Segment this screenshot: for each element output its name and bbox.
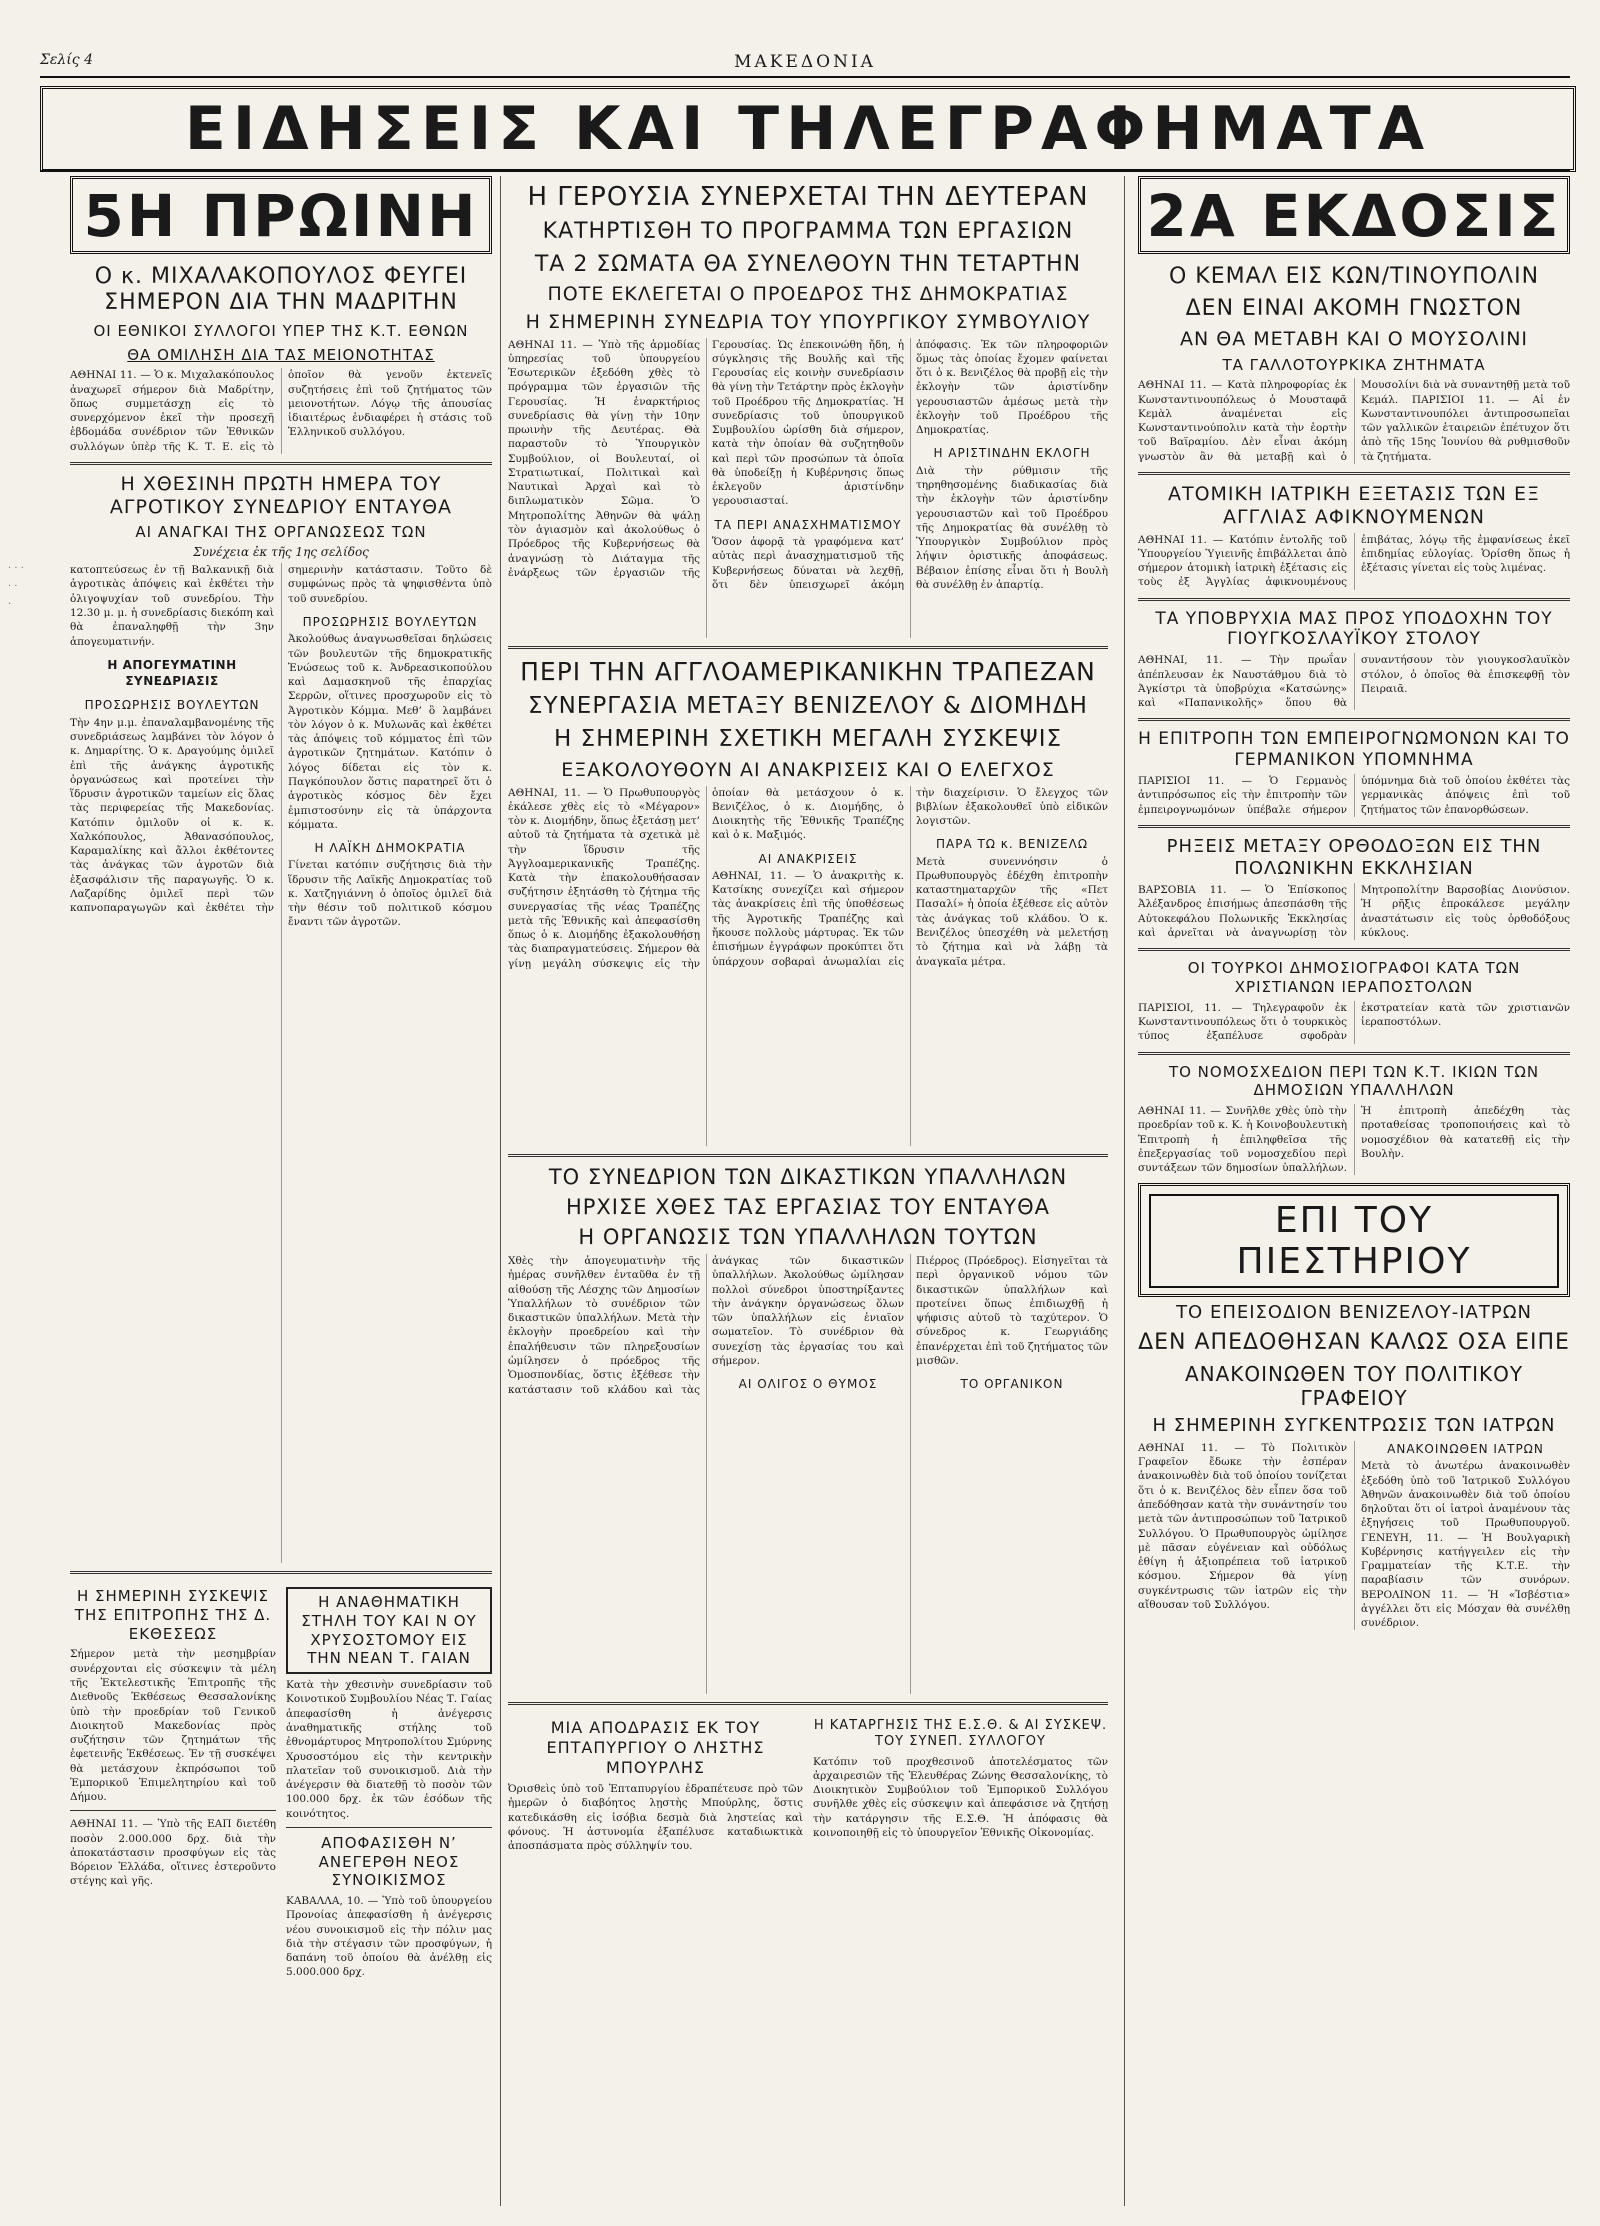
top-rule (40, 76, 1570, 78)
article-headline: Η ΑΝΑΘΗΜΑΤΙΚΗ ΣΤΗΛΗ ΤΟΥ ΚΑΙ Ν ΟΥ ΧΡΥΣΟΣΤΟΜΟΥ ΕΙΣ ΤΗΝ ΝΕΑΝ Τ. ΓΑΙΑΝ (286, 1587, 492, 1674)
divider (1138, 948, 1570, 951)
article-subheadline: Η ΣΗΜΕΡΙΝΗ ΣΧΕΤΙΚΗ ΜΕΓΑΛΗ ΣΥΣΚΕΨΙΣ (553, 726, 1063, 753)
paragraph: Μετὰ τὸ ἀνωτέρω ἀνακοινωθὲν ἐξεδόθη ὑπὸ τοῦ Ἰατρικοῦ Συλλόγου Ἀθηνῶν ἀνακοινωθὲν διὰ τοῦ ὁποίου δηλοῦται ὅτι οἱ ἰατροὶ ἀναμένουν τὰς ἐξηγήσεις τοῦ Πρωθυπουργοῦ. ΓΕΝΕΥΗ, 11. — Ἡ Βουλγαρικὴ Κυβέρνησις κατήγγειλεν εἰς τὴν Γραμματείαν τῆς Κ.Τ.Ε. τὴν παραβίασιν τῶν συνόρων. ΒΕΡΟΛΙΝΟΝ 11. — Ἡ «Ἰσβέστια» ἀγγέλλει ὅτι εἰς Μόσχαν θὰ συνέλθῃ συνέδριον. (1361, 1460, 1570, 1630)
article-headline: Η ΓΕΡΟΥΣΙΑ ΣΥΝΕΡΧΕΤΑΙ ΤΗΝ ΔΕΥΤΕΡΑΝ (527, 182, 1089, 212)
article-subheadline: Η ΣΗΜΕΡΙΝΗ ΣΥΝΕΔΡΙΑ ΤΟΥ ΥΠΟΥΡΓΙΚΟΥ ΣΥΜΒΟΥΛΙΟΥ (525, 310, 1091, 333)
morning-edition-title: 5Η ΠΡΩΙΝΗ (70, 176, 492, 254)
article-subheadline: ΠΟΤΕ ΕΚΛΕΓΕΤΑΙ Ο ΠΡΟΕΔΡΟΣ ΤΗΣ ΔΗΜΟΚΡΑΤΙΑΣ (547, 282, 1069, 305)
article-headline: ΑΠΟΦΑΣΙΣΘΗ Ν’ ΑΝΕΓΕΡΘΗ ΝΕΟΣ ΣΥΝΟΙΚΙΣΜΟΣ (318, 1833, 460, 1890)
article-body: Κατὰ τὴν χθεσινὴν συνεδρίασιν τοῦ Κοινοτικοῦ Συμβουλίου Νέας Τ. Γαίας ἀπεφασίσθη ἡ ἀνέγερσις ἀναθηματικῆς στήλης τοῦ ἐθνομάρτυρος Μητροπολίτου Σμύρνης Χρυσοστόμου εἰς τὴν κεντρικὴν πλατεῖαν τοῦ συνοικισμοῦ. Διὰ τὴν ἀνέγερσιν θὰ διατεθῇ τὸ ποσὸν τῶν 100.000 δρχ. ἐκ τῶν ἐσόδων τῆς κοινότητος. (286, 1679, 492, 1820)
lower-two-columns (70, 1582, 492, 1984)
divider (508, 1702, 1108, 1705)
press-section-title: ΕΠΙ ΤΟΥ ΠΙΕΣΤΗΡΙΟΥ (1149, 1194, 1559, 1288)
column-rule-1 (500, 176, 501, 2206)
article-headline: Η ΕΠΙΤΡΟΠΗ ΤΩΝ ΕΜΠΕΙΡΟΓΝΩΜΟΝΩΝ ΚΑΙ ΤΟ ΓΕΡΜΑΝΙΚΟΝ ΥΠΟΜΝΗΜΑ (1138, 729, 1570, 770)
subheading: ΤΟ ΟΡΓΑΝΙΚΟΝ (960, 1377, 1064, 1392)
article-headline: ΡΗΞΕΙΣ ΜΕΤΑΞΥ ΟΡΘΟΔΟΞΩΝ ΕΙΣ ΤΗΝ ΠΟΛΩΝΙΚΗΝ ΕΚΚΛΗΣΙΑΝ (1166, 836, 1542, 879)
article-subheadline: ΤΑ 2 ΣΩΜΑΤΑ ΘΑ ΣΥΝΕΛΘΟΥΝ ΤΗΝ ΤΕΤΑΡΤΗΝ (534, 251, 1082, 277)
article-body: Ὀρισθεὶς ὑπὸ τοῦ Ἐπταπυργίου ἐδραπέτευσε πρὸ τῶν ἡμερῶν ὁ διαβόητος λῃστὴς Μπούρλης, ὅστις κατεδικάσθη εἰς ἰσόβια δεσμὰ διὰ ληστείας καὶ φόνους. Ἡ ἀστυνομία ἐξαπέλυσε καταδιωκτικὰ ἀποσπάσματα πρὸς σύλληψίν του. (508, 1783, 803, 1853)
article-body (508, 786, 1108, 1146)
article-body: ΠΑΡΙΣΙΟΙ 11. — Ὁ Γερμανὸς ἀντιπρόσωπος εἰς τὴν ἐπιτροπὴν τῶν ἐμπειρογνωμόνων ὑπέβαλε σήμερον ὑπόμνημα διὰ τοῦ ὁποίου ἐκθέτει τὰς γερμανικὰς ἀπόψεις ἐπὶ τοῦ ζητήματος τῶν ἐπανορθώσεων. (1138, 775, 1570, 816)
second-edition-title: 2Α ΕΚΔΟΣΙΣ (1138, 176, 1570, 254)
divider (70, 1810, 276, 1811)
lower-right-article (813, 1713, 1108, 1857)
article-headline: ΟΙ ΤΟΥΡΚΟΙ ΔΗΜΟΣΙΟΓΡΑΦΟΙ ΚΑΤΑ ΤΩΝ ΧΡΙΣΤΙΑΝΩΝ ΙΕΡΑΠΟΣΤΟΛΩΝ (1187, 959, 1521, 996)
divider (70, 462, 492, 465)
subheading: Η ΑΡΙΣΤΙΝΔΗΝ ΕΚΛΟΓΗ (933, 446, 1091, 461)
article-headline: ΑΤΟΜΙΚΗ ΙΑΤΡΙΚΗ ΕΞΕΤΑΣΙΣ ΤΩΝ ΕΞ ΑΓΓΛΙΑΣ ΑΦΙΚΝΟΥΜΕΝΩΝ (1167, 482, 1541, 528)
article-headline: ΜΙΑ ΑΠΟΔΡΑΣΙΣ ΕΚ ΤΟΥ ΕΠΤΑΠΥΡΓΙΟΥ Ο ΛΗΣΤΗΣ ΜΠΟΥΡΛΗΣ (546, 1718, 765, 1778)
paragraph: Ὅσον ἀφορᾷ τὰ γραφόμενα κατ’ αὐτὰς περὶ ἀνασχηματισμοῦ τῆς Κυβερνήσεως δύναται νὰ λεχθῇ, ὅτι δὲν ὑπεισχωρεῖ ἀκόμη ἀπόφασις. Ἐκ τῶν πληροφοριῶν ὅμως τὰς ὁποίας ἔχομεν φαίνεται ὅτι ὁ κ. Βενιζέλος θὰ προβῇ εἰς τὴν ἐκλογὴν τῶν ἀριστίνδην γερουσιαστῶν ἀμέσως μετὰ τὴν ἐκλογὴν τοῦ Προέδρου τῆς Δημοκρατίας. (712, 338, 1108, 591)
article-subheadline: Η ΣΗΜΕΡΙΝΗ ΣΥΓΚΕΝΤΡΩΣΙΣ ΤΩΝ ΙΑΤΡΩΝ (1152, 1415, 1556, 1437)
article-subheadline: ΤΑ ΓΑΛΛΟΤΟΥΡΚΙΚΑ ΖΗΤΗΜΑΤΑ (1222, 355, 1486, 374)
paragraph: ΑΘΗΝΑΙ 11. — Ὑπὸ τῆς ἁρμοδίας ὑπηρεσίας τοῦ ὑπουργείου Ἐσωτερικῶν ἐξεδόθη χθὲς τὸ πρόγραμμα τῶν ἐργασιῶν τῆς Γερουσίας. Ἡ ἐναρκτήριος συνεδρίασις θὰ γίνῃ τὴν 10ην πρωινὴν τῆς Δευτέρας. Θὰ παραστοῦν τὸ Ὑπουργικὸν Συμβούλιον, οἱ Βουλευταί, οἱ Στρατιωτικαί, Πολιτικαὶ καὶ Ναυτικαὶ Ἀρχαὶ καὶ τὸ διπλωματικὸν Σῶμα. Ὁ Μητροπολίτης Ἀθηνῶν θὰ ψάλῃ τὸν ἁγιασμὸν καὶ ἀκολούθως ὁ Πρόεδρος τῆς Κυβερνήσεως θὰ ἀναγνώσῃ τὸ Διάταγμα τῆς ἐνάρξεως τῶν ἐργασιῶν τῆς Γερουσίας. Ὡς ἐπεκοινώθη ἤδη, ἡ σύγκλησις τῆς Βουλῆς καὶ τῆς Γερουσίας εἰς κοινὴν συνεδρίασιν θὰ γίνῃ τὴν Τετάρτην πρὸς ἐκλογὴν τοῦ Προέδρου τῆς Δημοκρατίας. Ἡ συνεδρίασις τοῦ ὑπουργικοῦ Συμβουλίου ὡρίσθη διὰ σήμερον, κατὰ τὴν ὁποίαν θὰ συζητηθοῦν καὶ περὶ τῶν προσώπων τὰ ὁποῖα θὰ ὑποδείξῃ ἡ Κυβέρνησις ὅπως ἐκλεγοῦν ἀριστίνδην γερουσιασταί. (508, 338, 904, 579)
lower-right-article (286, 1582, 492, 1984)
article-body (508, 1254, 1108, 1694)
subheading: ΠΡΟΣΩΡΗΣΙΣ ΒΟΥΛΕΥΤΩΝ (84, 698, 260, 713)
article-body: Κατόπιν τοῦ προχθεσινοῦ ἀποτελέσματος τῶν ἀρχαιρεσιῶν τῆς Ἐλευθέρας Ζώνης Θεσσαλονίκης, τὸ Διοικητικὸν Συμβούλιον τοῦ Ἐμπορικοῦ Συλλόγου συνῆλθε χθὲς εἰς σύσκεψιν καὶ ἀπεφάσισε νὰ ζητήσῃ τὴν κατάργησιν τῆς Ε.Σ.Θ. Ἡ ἀπόφασις θὰ κοινοποιηθῇ εἰς τὸ ὑπουργεῖον Ἐθνικῆς Οἰκονομίας. (813, 1755, 1108, 1839)
lower-left-article (70, 1582, 276, 1984)
article-body: ΑΘΗΝΑΙ 11. — Ὑπὸ τῆς ΕΑΠ διετέθη ποσὸν 2.000.000 δρχ. διὰ τὴν ἀποκατάστασιν προσφύγων εἰς τὰς Βόρειον Ἑλλάδα, οἵτινες ἐστεροῦντο στέγης καὶ γῆς. (70, 1818, 276, 1888)
article-body: ΑΘΗΝΑΙ, 11. — Τὴν πρωΐαν ἀπέπλευσαν ἐκ Ναυστάθμου διὰ τὸ Ἀγκίστρι τὰ ὑποβρύχια «Κατσώνης» καὶ «Παπανικολῆς» ὅπου θὰ συναντήσουν τὸν γιουγκοσλαυϊκὸν στόλον, ὁ ὁποῖος θὰ ἐπισκεφθῇ τὸν Πειραιᾶ. (1138, 654, 1570, 710)
article-headline: ΤΟ ΝΟΜΟΣΧΕΔΙΟΝ ΠΕΡΙ ΤΩΝ Κ.Τ. ΙΚΙΩΝ ΤΩΝ ΔΗΜΟΣΙΩΝ ΥΠΑΛΛΗΛΩΝ (1168, 1062, 1540, 1100)
article-subheadline: ΘΑ ΟΜΙΛΗΣΗ ΔΙΑ ΤΑΣ ΜΕΙΟΝΟΤΗΤΑΣ (127, 345, 435, 364)
divider (1138, 472, 1570, 475)
article-body: ΠΑΡΙΣΙΟΙ, 11. — Τηλεγραφοῦν ἐκ Κωνσταντινουπόλεως ὅτι ὁ τουρκικὸς τύπος ἐξαπέλυσε σφοδρὰν ἐκστρατείαν κατὰ τῶν χριστιανῶν ἱεραποστόλων. (1138, 1001, 1570, 1043)
divider (508, 646, 1108, 649)
article-subheadline: ΚΑΤΗΡΤΙΣΘΗ ΤΟ ΠΡΟΓΡΑΜΜΑ ΤΩΝ ΕΡΓΑΣΙΩΝ (542, 219, 1074, 245)
article-subheadline: ΑΝΑΚΟΙΝΩΘΕΝ ΤΟΥ ΠΟΛΙΤΙΚΟΥ ΓΡΑΦΕΙΟΥ (1184, 1362, 1524, 1411)
paragraph: Τὴν 4ην μ.μ. ἐπαναλαμβανομένης τῆς συνεδριάσεως λαμβάνει τὸν λόγον ὁ κ. Δημαρίτης. Ὁ κ. Δραγούμης ὁμιλεῖ ἐπὶ τῆς ἀνάγκης ἀγροτικῆς ὀργανώσεως καὶ προτείνει τὴν ἵδρυσιν ἀγροτικῶν ταμείων εἰς ὅλας τὰς περιφερείας τῆς Μακεδονίας. Κατόπιν ὁμιλοῦν οἱ κ. κ. Χαλκόπουλος, Ἀθανασόπουλος, Καραμαλίκης καὶ ἄλλοι ἐκθέτοντες τὰς ἀνάγκας τῶν ἀγροτῶν διὰ ἐξασφάλισιν τῆς παραγωγῆς. Ὁ κ. Λαζαρίδης ὁμιλεῖ περὶ τῶν καπνοπαραγωγῶν καὶ ἐκθέτει τὴν σημερινὴν κατάστασιν. Τοῦτο δὲ συμφώνως πρὸς τὰ ψηφισθέντα ὑπὸ τοῦ συνεδρίου. (70, 564, 492, 915)
article-subheadline: ΣΥΝΕΡΓΑΣΙΑ ΜΕΤΑΞΥ ΒΕΝΙΖΕΛΟΥ & ΔΙΟΜΗΔΗ (528, 692, 1088, 719)
paragraph: κατοπτεύσεως ἐν τῇ Βαλκανικῇ διὰ ἀγροτικὰς ἀπόψεις καὶ ἐκθέτει τὴν ὀλιγοψυχίαν τοῦ συνεδρίου. Τὴν 12.30 μ. μ. ἡ συνεδρίασις διεκόπη καὶ θὰ ἐπαναληφθῇ τὴν 3ην ἀπογευματινήν. (70, 564, 274, 648)
subheading: ΠΡΟΣΩΡΗΣΙΣ ΒΟΥΛΕΥΤΩΝ (302, 615, 478, 630)
paragraph: Γίνεται κατόπιν συζήτησις διὰ τὴν ἵδρυσιν τῆς Λαϊκῆς Δημοκρατίας τοῦ κ. Χατζηγιάννη ὁ ὁποῖος ὁμιλεῖ διὰ τὴν θέσιν τοῦ πολιτικοῦ κόσμου ἔναντι τῶν ἀγροτῶν. (288, 859, 492, 929)
divider (1138, 1052, 1570, 1055)
press-section-box (1138, 1183, 1570, 1297)
subheading: ΤΑ ΠΕΡΙ ΑΝΑΣΧΗΜΑΤΙΣΜΟΥ (714, 517, 902, 532)
article-headline: Η ΚΑΤΑΡΓΗΣΙΣ ΤΗΣ Ε.Σ.Θ. & ΑΙ ΣΥΣΚΕΨ. ΤΟΥ ΣΥΝΕΠ. ΣΥΛΛΟΓΟΥ (813, 1718, 1108, 1750)
article-body: Σήμερον μετὰ τὴν μεσημβρίαν συνέρχονται εἰς σύσκεψιν τὰ μέλη τῆς Ἐκτελεστικῆς Ἐπιτροπῆς τῆς Διεθνοῦς Ἐκθέσεως Θεσσαλονίκης ὑπὸ τὴν προεδρίαν τοῦ Γενικοῦ Διοικητοῦ Μακεδονίας πρὸς συζήτησιν τῶν ζητημάτων τῆς ἐφετεινῆς Ἐκθέσεως. Ἐν τῇ συσκέψει θὰ μετάσχουν ἐκπρόσωποι τοῦ Ἐμπορικοῦ Ἐπιμελητηρίου καὶ τοῦ Δήμου. (70, 1648, 276, 1804)
paragraph: ΑΘΗΝΑΙ 11. — Τὸ Πολιτικὸν Γραφεῖον ἔδωκε τὴν ἑσπέραν ἀνακοινωθὲν διὰ τοῦ ὁποίου τονίζεται ὅτι ὁ κ. Βενιζέλος δὲν εἶπεν ὅσα τοῦ ἀπεδόθησαν κατὰ τὴν συνάντησίν του μετὰ τῶν ἀντιπροσώπων τοῦ Ἰατρικοῦ Συλλόγου. Ὁ Πρωθυπουργὸς ὡμίλησε μὲ πᾶσαν εὐγένειαν καὶ οὐδόλως ἐθίγη ἡ ἀξιοπρέπεια τοῦ ἰατρικοῦ κόσμου. Σήμερον θὰ γίνῃ συγκέντρωσις τῶν ἰατρῶν εἰς τὴν αἴθουσαν τοῦ Συλλόγου. (1138, 1441, 1347, 1611)
paragraph: Μετὰ συνεννόησιν ὁ Πρωθυπουργὸς ἐδέχθη ἐπιτροπὴν καταστηματαρχῶν τῆς «Πετ Πασαλί» ἡ ὁποία ἐξέθεσε εἰς αὐτὸν τὰς ἀνάγκας τοῦ κλάδου. Ὁ κ. Βενιζέλος ὑπεσχέθη νὰ μελετήσῃ τὸ ζήτημα καὶ νὰ λάβῃ τὰ ἀναγκαῖα μέτρα. (916, 855, 1108, 968)
subheading: Η ΛΑΪΚΗ ΔΗΜΟΚΡΑΤΙΑ (314, 841, 466, 856)
paragraph: ΑΘΗΝΑΙ, 11. — Ὁ ἀνακριτὴς κ. Κατσίκης συνεχίζει καὶ σήμερον τὰς ἀνακρίσεις ἐπὶ τῆς ὑποθέσεως τῆς Ἀγροτικῆς Τραπέζης καὶ ἤκουσε πολλοὺς μάρτυρας. Ἐκ τῶν ἐπισήμων ἐγγράφων προκύπτει ὅτι ὑπάρχουν σοβαραὶ ἀνωμαλίαι εἰς τὴν διαχείρισιν. Ὁ ἔλεγχος τῶν βιβλίων ἐξακολουθεῖ ὑπὸ εἰδικῶν λογιστῶν. (712, 786, 1108, 968)
article-body: ΚΑΒΑΛΛΑ, 10. — Ὑπὸ τοῦ ὑπουργείου Προνοίας ἀπεφασίσθη ἡ ἀνέγερσις νέου συνοικισμοῦ εἰς τὴν πόλιν μας διὰ τὴν στέγασιν τῶν προσφύγων, ἡ δαπάνη τοῦ ὁποίου θὰ ἀνέλθῃ εἰς 5.000.000 δρχ. (286, 1895, 492, 1979)
article-headline: ΤΟ ΕΠΕΙΣΟΔΙΟΝ ΒΕΝΙΖΕΛΟΥ-ΙΑΤΡΩΝ (1176, 1302, 1532, 1324)
article-headline: ΤΑ ΥΠΟΒΡΥΧΙΑ ΜΑΣ ΠΡΟΣ ΥΠΟΔΟΧΗΝ ΤΟΥ ΓΙΟΥΓΚΟΣΛΑΥΪΚΟΥ ΣΤΟΛΟΥ (1155, 608, 1553, 649)
divider (1138, 718, 1570, 721)
article-body (70, 563, 492, 1563)
article-body (1138, 1441, 1570, 1631)
column-rule-2 (1124, 176, 1125, 2206)
page-number: Σελίς 4 (40, 52, 93, 68)
margin-marks: · · · · · · (8, 563, 24, 610)
article-body: ΑΘΗΝΑΙ 11. — Συνῆλθε χθὲς ὑπὸ τὴν προεδρίαν τοῦ κ. Κ. ἡ Κοινοβουλευτικὴ Ἐπιτροπὴ ἡ ἐπιληφθεῖσα τῆς ἐπεξεργασίας τοῦ νομοσχεδίου περὶ συντάξεων τῶν δημοσίων ὑπαλλήλων. Ἡ ἐπιτροπὴ ἀπεδέχθη τὰς προταθείσας τροποποιήσεις καὶ τὸ νομοσχέδιον θὰ κατατεθῇ εἰς τὴν Βουλὴν. (1138, 1105, 1570, 1175)
subheading: ΠΑΡΑ ΤΩ κ. ΒΕΝΙΖΕΛΩ (935, 837, 1089, 852)
article-headline: Ο ΚΕΜΑΛ ΕΙΣ ΚΩΝ/ΤΙΝΟΥΠΟΛΙΝ (1168, 264, 1540, 289)
divider (1138, 825, 1570, 828)
lower-two-columns (508, 1713, 1108, 1857)
divider (70, 1571, 492, 1574)
article-subheadline: ΕΞΑΚΟΛΟΥΘΟΥΝ ΑΙ ΑΝΑΚΡΙΣΕΙΣ ΚΑΙ Ο ΕΛΕΓΧΟΣ (561, 758, 1055, 781)
banner-bottom-rule (40, 170, 1570, 172)
paragraph: Διὰ τὴν ρύθμισιν τῆς τηρηθησομένης διαδικασίας διὰ τὴν ἐκλογὴν τῶν ἀριστίνδην γερουσιαστῶν καὶ τοῦ Προέδρου τῆς Δημοκρατίας θὰ συνέλθῃ τὸ Ὑπουργικὸν Συμβούλιον πρὸς λήψιν ὁριστικῆς ἀποφάσεως. Βέβαιον ἐπίσης εἶναι ὅτι ἡ Βουλὴ θὰ συνέλθῃ ἐν ἀπαρτίᾳ. (916, 464, 1108, 591)
article-body (508, 338, 1108, 638)
subheading: Η ΑΠΟΓΕΥΜΑΤΙΝΗ ΣΥΝΕΔΡΙΑΣΙΣ (107, 657, 237, 689)
article-subheadline: ΔΕΝ ΕΙΝΑΙ ΑΚΟΜΗ ΓΝΩΣΤΟΝ (1185, 296, 1523, 322)
article-headline: Η ΧΘΕΣΙΝΗ ΠΡΩΤΗ ΗΜΕΡΑ ΤΟΥ ΑΓΡΟΤΙΚΟΥ ΣΥΝΕΔΡΙΟΥ ΕΝΤΑΥΘΑ (109, 472, 453, 518)
paragraph: Ἀκολούθως ἀναγνωσθεῖσαι δηλώσεις τῶν βουλευτῶν τῆς δημοκρατικῆς Ἑνώσεως τοῦ κ. Ἀνδρεασικοπούλου καὶ Δαμασκηνοῦ τῆς ἐπαρχίας Σερρῶν, οἵτινες προσχωροῦν εἰς τὸ Ἀγροτικὸν Κόμμα. Μεθ’ ὃ λαμβάνει τὸν λόγον ὁ κ. Μυλωνᾶς καὶ ἐκθέτει τὰς ἀπόψεις τοῦ κόμματος ἐπὶ τῶν ἀγροτικῶν ζητημάτων. Κατόπιν ὁ λόγος δίδεται εἰς τὸν κ. Παγκόπουλον ὅστις παρατηρεῖ ὅτι ὁ ἀγροτικὸς κόσμος δὲν ἔχει ἐμπιστοσύνην εἰς τὰ ὑπάρχοντα κόμματα. (288, 633, 492, 831)
article-headline: Η ΣΗΜΕΡΙΝΗ ΣΥΣΚΕΨΙΣ ΤΗΣ ΕΠΙΤΡΟΠΗΣ ΤΗΣ Δ. ΕΚΘΕΣΕΩΣ (74, 1587, 272, 1643)
article-subheadline: Η ΟΡΓΑΝΩΣΙΣ ΤΩΝ ΥΠΑΛΛΗΛΩΝ ΤΟΥΤΩΝ (578, 1224, 1038, 1249)
article-body: ΑΘΗΝΑΙ 11. — Ὁ κ. Μιχαλακόπουλος ἀναχωρεῖ σήμερον διὰ Μαδρίτην, ὅπως συμμετάσχῃ εἰς τὸ συνερχόμενον ἐκεῖ τὴν προσεχῆ ἑβδομάδα συνέδριον τῶν Ἐθνικῶν συλλόγων ὑπὲρ τῆς Κ. Τ. Ε. εἰς τὸ ὁποῖον θὰ γενοῦν ἐκτενεῖς συζητήσεις ἐπὶ τοῦ ζητήματος τῶν μειονοτήτων. Λόγῳ τῆς ἀπουσίας ἰδιαιτέρως ἐνδιαφέρει ἡ στάσις τοῦ Ἑλληνικοῦ συλλόγου. (70, 369, 492, 453)
page-top-line (40, 52, 1570, 72)
paragraph: Πιέρρος (Πρόεδρος). Εἰσηγεῖται τὰ περὶ ὀργανικοῦ νόμου τῶν δικαστικῶν ὑπαλλήλων καὶ προτείνει ὅπως ἐπιδιωχθῇ ἡ ψήφισις αὐτοῦ τὸ ταχύτερον. Ὁ σύνεδρος κ. Γεωργιάδης ἐπανέρχεται ἐπὶ τοῦ ζητήματος τῶν μισθῶν. (916, 1255, 1108, 1367)
article-subheadline: ΟΙ ΕΘΝΙΚΟΙ ΣΥΛΛΟΓΟΙ ΥΠΕΡ ΤΗΣ Κ.Τ. ΕΘΝΩΝ (93, 321, 469, 340)
subheading: ΑΙ ΟΛΙΓΟΣ Ο ΘΥΜΟΣ (738, 1377, 878, 1392)
column-right (1138, 176, 1570, 2206)
divider (286, 1827, 492, 1828)
article-headline: Ο κ. ΜΙΧΑΛΑΚΟΠΟΥΛΟΣ ΦΕΥΓΕΙ ΣΗΜΕΡΟΝ ΔΙΑ ΤΗΝ ΜΑΔΡΙΤΗΝ (94, 264, 468, 316)
column-left (70, 176, 492, 2206)
article-headline: ΤΟ ΣΥΝΕΔΡΙΟΝ ΤΩΝ ΔΙΚΑΣΤΙΚΩΝ ΥΠΑΛΛΗΛΩΝ (548, 1164, 1068, 1189)
article-body: ΑΘΗΝΑΙ 11. — Κατόπιν ἐντολῆς τοῦ Ὑπουργείου Ὑγιεινῆς ἐπιβάλλεται ἀπὸ σήμερον ἀτομικὴ ἰατρικὴ ἐξέτασις εἰς τοὺς ἐξ Ἀγγλίας ἀφικνουμένους ἐπιβάτας, λόγῳ τῆς ἐμφανίσεως ἐκεῖ ἐπιδημίας εὐλογίας. Ὁρίσθη ὅπως ἡ ἐξέτασις γίνεται εἰς τοὺς λιμένας. (1138, 533, 1570, 589)
divider (1138, 598, 1570, 601)
article-body: ΒΑΡΣΟΒΙΑ 11. — Ὁ Ἐπίσκοπος Ἀλέξανδρος ἐπισήμως ἀπεσπάσθη τῆς Αὐτοκεφάλου Πολωνικῆς Ἐκκλησίας καὶ ἀρνεῖται νὰ ἀναγνωρίσῃ τὸν Μητροπολίτην Βαρσοβίας Διονύσιον. Ἡ ρῆξις ἐπροκάλεσε μεγάλην ἀναστάτωσιν εἰς τοὺς ὀρθοδόξους κύκλους. (1138, 884, 1570, 939)
paper-name: ΜΑΚΕΔΟΝΙΑ (734, 52, 876, 72)
subheading: ΑΙ ΑΝΑΚΡΙΣΕΙΣ (758, 851, 858, 866)
paragraph: ΑΘΗΝΑΙ, 11. — Ὁ Πρωθυπουργὸς ἐκάλεσε χθὲς εἰς τὸ «Μέγαρον» τὸν κ. Διομήδην, ὅπως ἐξετάσῃ μετ’ αὐτοῦ τὰ ζητήματα τὰ σχετικὰ μὲ τὴν ἵδρυσιν τῆς Ἀγγλοαμερικανικῆς Τραπέζης. Κατὰ τὴν ἐπακολουθήσασαν συζήτησιν ἐξητάσθη τὸ ζήτημα τῆς συνεργασίας τῆς νέας Τραπέζης μετὰ τῆς Ἐθνικῆς καὶ ἀπεφασίσθη ὅπως ὁ κ. Διομήδης ἐξακολουθήσῃ τὰς διαπραγματεύσεις. Σήμερον θὰ γίνῃ μεγάλη σύσκεψις εἰς τὴν ὁποίαν θὰ μετάσχουν ὁ κ. Βενιζέλος, ὁ κ. Διομήδης, ὁ Διοικητὴς τῆς Ἐθνικῆς Τραπέζης καὶ ὁ κ. Μαξιμός. (508, 786, 904, 970)
divider (508, 1154, 1108, 1157)
article-headline: ΠΕΡΙ ΤΗΝ ΑΓΓΛΟΑΜΕΡΙΚΑΝΙΚΗΝ ΤΡΑΠΕΖΑΝ (520, 656, 1096, 686)
article-subheadline: ΑΙ ΑΝΑΓΚΑΙ ΤΗΣ ΟΡΓΑΝΩΣΕΩΣ ΤΩΝ (135, 523, 427, 542)
subheading: ΑΝΑΚΟΙΝΩΘΕΝ ΙΑΤΡΩΝ (1387, 1441, 1544, 1456)
article-subheadline: ΑΝ ΘΑ ΜΕΤΑΒΗ ΚΑΙ Ο ΜΟΥΣΟΛΙΝΙ (1179, 327, 1529, 350)
column-center (508, 176, 1108, 2206)
article-subheadline: ΗΡΧΙΣΕ ΧΘΕΣ ΤΑΣ ΕΡΓΑΣΙΑΣ ΤΟΥ ΕΝΤΑΥΘΑ (565, 1194, 1051, 1219)
article-body: ΑΘΗΝΑΙ 11. — Κατὰ πληροφορίας ἐκ Κωνσταντινουπόλεως ὁ Μουσταφᾶ Κεμὰλ ἀναμένεται εἰς Κωνσταντινούπολιν κατὰ τὴν ἑορτὴν τοῦ Βαϊραμίου. Δὲν εἶναι ἀκόμη γνωστὸν ἂν θὰ μεταβῇ καὶ ὁ Μουσολίνι διὰ νὰ συναντηθῇ μετὰ τοῦ Κεμάλ. ΠΑΡΙΣΙΟΙ 11. — Αἱ ἐν Κωνσταντινουπόλει ἀντιπροσωπεῖαι τῶν γαλλικῶν ἑταιρειῶν ἐπέτυχον ὅτι ἀπὸ τῆς 15ης Ἰουνίου θὰ ρυθμισθοῦν τὰ ζητήματα. (1138, 379, 1570, 463)
section-banner: ΕΙΔΗΣΕΙΣ ΚΑΙ ΤΗΛΕΓΡΑΦΗΜΑΤΑ (40, 86, 1576, 172)
continued-note: Συνέχεια ἐκ τῆς 1ης σελίδος (193, 545, 369, 560)
article-subheadline: ΔΕΝ ΑΠΕΔΟΘΗΣΑΝ ΚΑΛΩΣ ΟΣΑ ΕΙΠΕ (1138, 1329, 1570, 1355)
lower-left-article (508, 1713, 803, 1857)
paragraph: Χθὲς τὴν ἀπογευματινὴν τῆς ἡμέρας συνῆλθεν ἐνταῦθα ἐν τῇ αἰθούσῃ τῆς Λέσχης τῶν Δημοσίων Ὑπαλλήλων τὸ συνέδριον τῶν δικαστικῶν ὑπαλλήλων. Μετὰ τὴν ἐκλογὴν προεδρείου καὶ τὴν ἐπαλήθευσιν τῶν πληρεξουσίων ὡμίλησεν ὁ πρόεδρος τῆς Ὁμοσπονδίας, ὅστις ἐξέθεσε τὴν κατάστασιν τοῦ κλάδου καὶ τὰς ἀνάγκας τῶν δικαστικῶν ὑπαλλήλων. Ἀκολούθως ὡμίλησαν πολλοὶ σύνεδροι ὑποστηρίξαντες τὴν ἀνάγκην ὀργανώσεως ὅλων τῶν ὑπαλλήλων εἰς ἑνιαῖον σωματεῖον. Τὸ συνέδριον θὰ συνεχίσῃ τὰς ἐργασίας του καὶ σήμερον. (508, 1255, 904, 1396)
